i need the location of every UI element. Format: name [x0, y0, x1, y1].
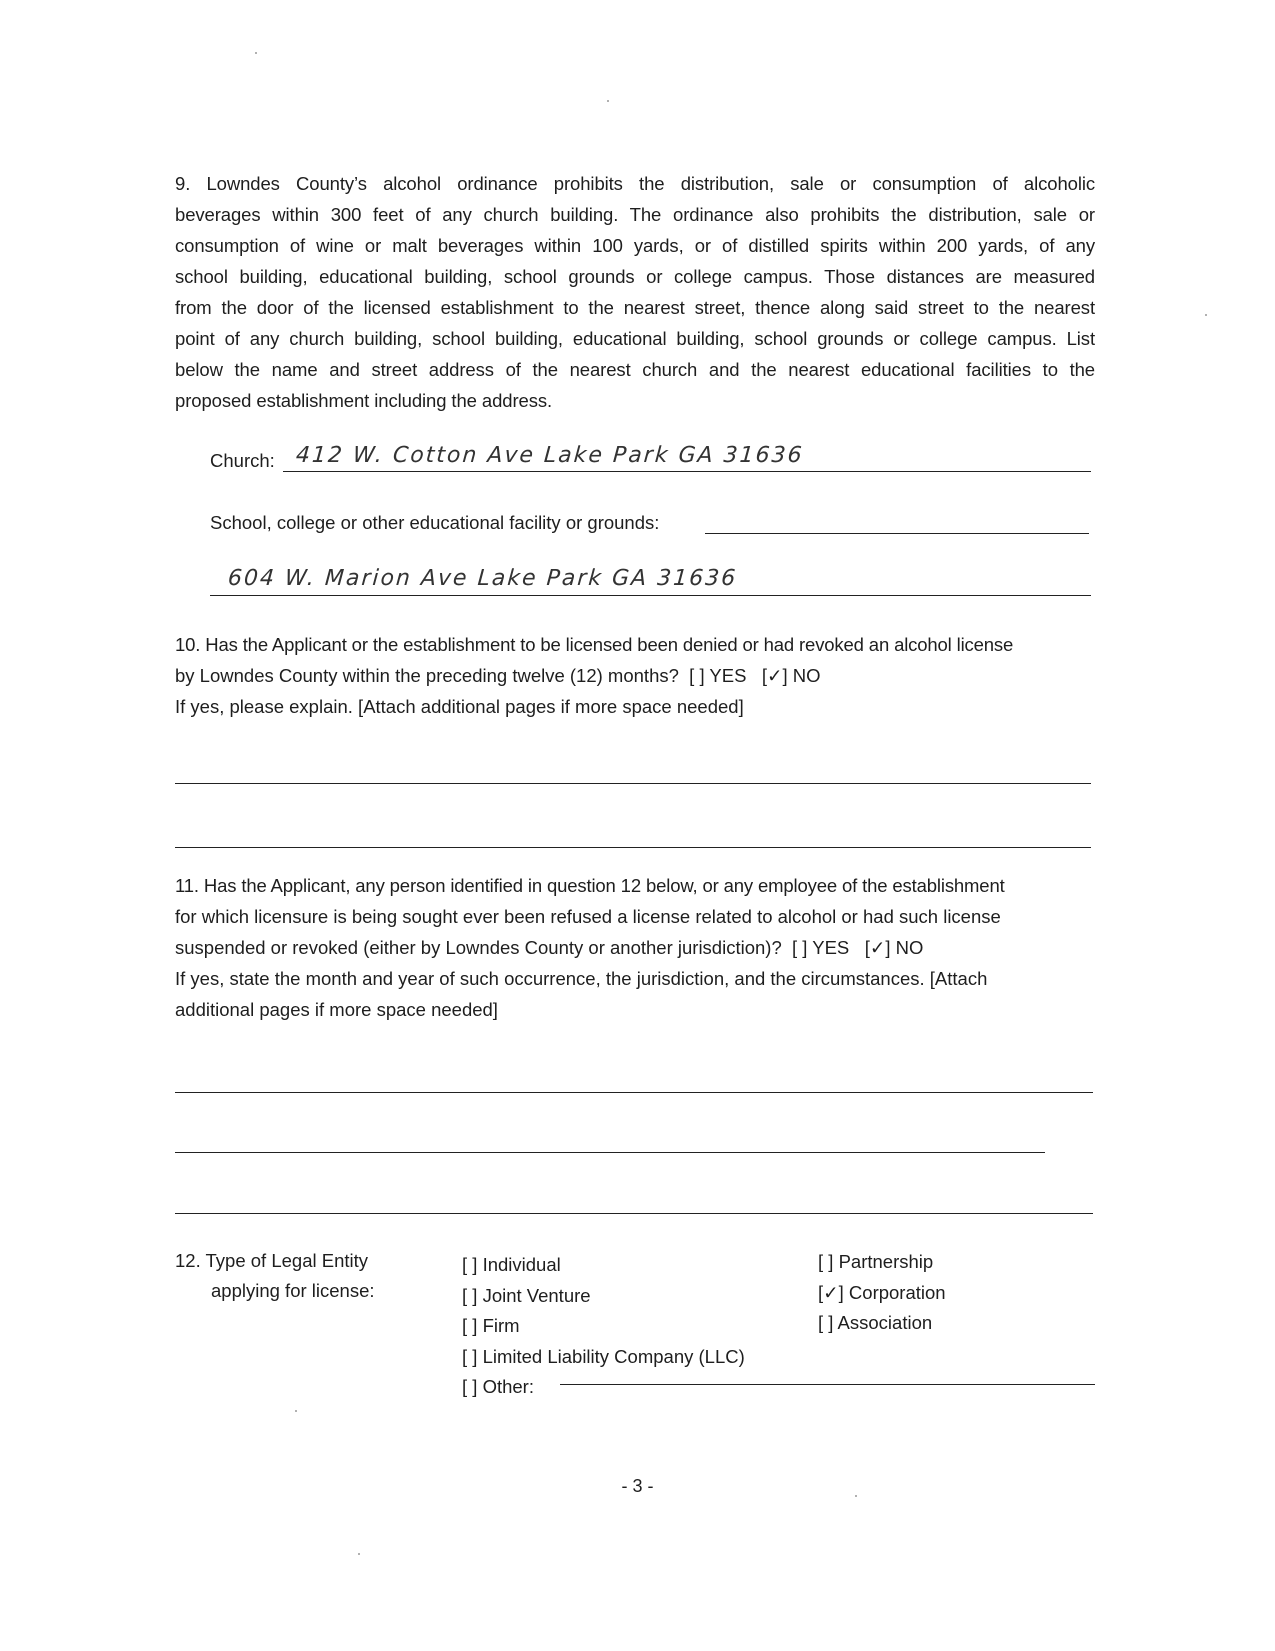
checkbox[interactable]: [ ] [462, 1376, 478, 1397]
q9-line: from the door of the licensed establishment to the nearest street, thence along said street to the nearest [175, 297, 1095, 318]
option-llc[interactable] [462, 1342, 745, 1373]
page-number: - 3 - [621, 1476, 654, 1496]
school-field-line-2[interactable] [210, 595, 1091, 596]
option-label: Joint Venture [482, 1284, 591, 1306]
q11-line4: If yes, state the month and year of such occurrence, the jurisdiction, and the circumstances. [Attach [175, 968, 988, 989]
option-label: Partnership [838, 1251, 934, 1272]
option-label: Corporation [848, 1281, 946, 1303]
q11-answer-line-1[interactable] [175, 1092, 1093, 1093]
option-individual[interactable] [462, 1250, 745, 1281]
school-field-value[interactable]: 604 W. Marion Ave Lake Park GA 31636 [227, 566, 739, 591]
q12-options-col1 [462, 1250, 745, 1403]
option-association[interactable] [818, 1308, 946, 1339]
checkbox[interactable]: [ ] [462, 1254, 478, 1275]
q9-line: school building, educational building, school grounds or college campus. Those distances are measured [175, 266, 1095, 287]
option-label: Limited Liability Company (LLC) [482, 1345, 745, 1367]
q10-line2 [175, 665, 821, 687]
q9-line: proposed establishment including the address. [175, 390, 553, 411]
other-field-line[interactable] [560, 1384, 1095, 1385]
church-field-value[interactable]: 412 W. Cotton Ave Lake Park GA 31636 [295, 443, 805, 468]
option-firm[interactable] [462, 1311, 745, 1342]
option-other[interactable] [462, 1372, 745, 1403]
option-label: Other: [482, 1376, 534, 1397]
option-partnership[interactable] [818, 1247, 946, 1278]
q11-line3 [175, 937, 923, 959]
q10-line1: 10. Has the Applicant or the establishment to be licensed been denied or had revoked an alcohol license [175, 634, 1014, 655]
q11-line1: 11. Has the Applicant, any person identified in question 12 below, or any employee of the establishment [175, 875, 1005, 896]
q9-line: 9. Lowndes County’s alcohol ordinance prohibits the distribution, sale or consumption of alcoholic [175, 173, 1095, 194]
q11-yes-checkbox[interactable]: [ ] YES [792, 937, 850, 958]
scan-speck [295, 1410, 297, 1412]
checkbox[interactable]: [ ] [462, 1315, 478, 1336]
q10-answer-line-1[interactable] [175, 783, 1091, 784]
scan-speck [358, 1553, 360, 1555]
q10-line3: If yes, please explain. [Attach additional pages if more space needed] [175, 696, 744, 717]
checkbox[interactable]: [ ] [462, 1284, 478, 1306]
church-field-line[interactable] [283, 471, 1091, 472]
q11-answer-line-2[interactable] [175, 1152, 1045, 1153]
checkbox[interactable]: [ ] [818, 1312, 834, 1333]
option-label: Individual [482, 1254, 561, 1275]
q10-question: by Lowndes County within the preceding twelve (12) months? [175, 665, 679, 686]
scan-speck [1205, 314, 1207, 316]
q9-line: point of any church building, school building, educational building, school grounds or college campus. List [175, 328, 1095, 349]
q12-label-line1: 12. Type of Legal Entity [175, 1250, 369, 1271]
q9-paragraph [175, 168, 1095, 416]
option-corporation[interactable] [818, 1278, 946, 1309]
checkbox[interactable]: [ ] [462, 1345, 478, 1367]
scan-speck [855, 1495, 857, 1497]
q9-line: consumption of wine or malt beverages within 100 yards, or of distilled spirits within 200 yards, of any [175, 235, 1095, 256]
scan-speck [255, 52, 257, 54]
school-label: School, college or other educational facility or grounds: [210, 512, 660, 533]
checkbox[interactable]: [✓] [818, 1281, 844, 1303]
q9-line: beverages within 300 feet of any church building. The ordinance also prohibits the distribution, sale or [175, 204, 1095, 225]
q10-no-checkbox[interactable]: [✓] NO [761, 665, 821, 686]
q11-answer-line-3[interactable] [175, 1213, 1093, 1214]
q10-answer-line-2[interactable] [175, 847, 1091, 848]
q11-line2: for which licensure is being sought ever been refused a license related to alcohol or had such license [175, 906, 1001, 927]
option-joint-venture[interactable] [462, 1281, 745, 1312]
q11-question: suspended or revoked (either by Lowndes County or another jurisdiction)? [175, 937, 782, 958]
church-label: Church: [210, 450, 275, 471]
checkbox[interactable]: [ ] [818, 1251, 834, 1272]
option-label: Firm [482, 1315, 520, 1336]
option-label: Association [837, 1312, 933, 1333]
school-field-line[interactable] [705, 533, 1089, 534]
q9-line: below the name and street address of the nearest church and the nearest educational facilities to the [175, 359, 1095, 380]
q10-yes-checkbox[interactable]: [ ] YES [689, 665, 747, 686]
q12-label-line2: applying for license: [211, 1280, 375, 1301]
scan-speck [607, 100, 609, 102]
q11-line5: additional pages if more space needed] [175, 999, 498, 1020]
q12-options-col2 [818, 1247, 946, 1339]
q11-no-checkbox[interactable]: [✓] NO [864, 937, 924, 958]
